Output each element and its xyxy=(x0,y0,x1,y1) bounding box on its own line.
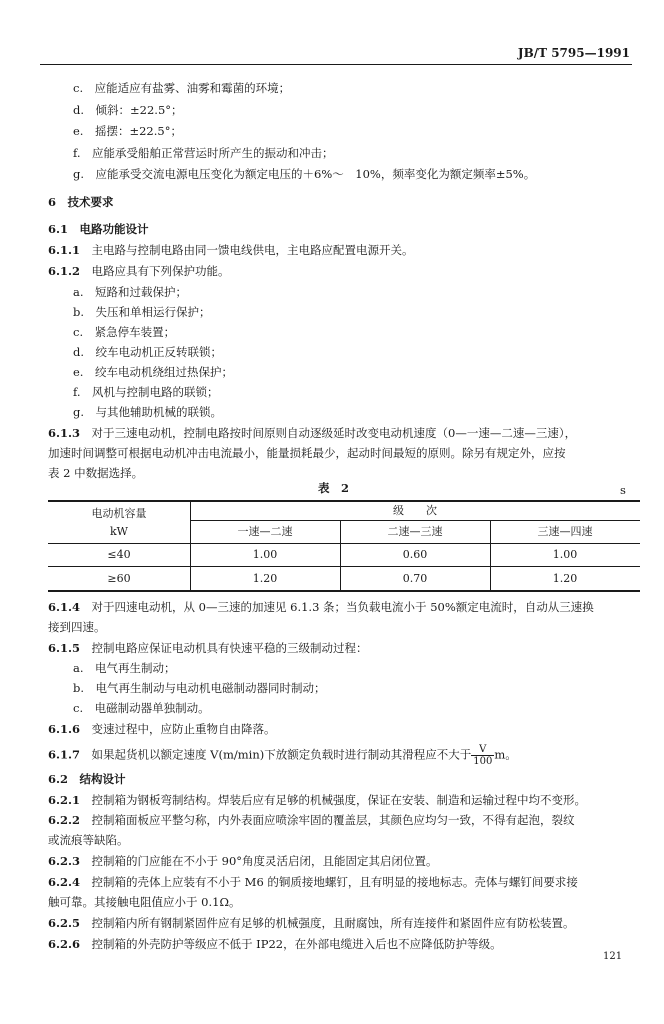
env-item-e: e. 摇摆：±22.5°； xyxy=(73,124,182,138)
clause-6-1-3-line3: 表 2 中数据选择。 xyxy=(48,466,144,480)
table-col-header-1: 一速—二速 xyxy=(237,525,293,538)
clause-6-2-1: 6.2.1 控制箱为钢板弯制结构。焊装后应有足够的机械强度，保证在安装、制造和运输过程中均不变形。 xyxy=(48,793,587,807)
protect-item-b: b. 失压和单相运行保护； xyxy=(73,305,211,319)
clause-6-2-4-line1: 6.2.4 控制箱的壳体上应装有不小于 M6 的铜质接地螺钉，且有明显的接地标志。壳体与螺钉间要求接 xyxy=(48,875,578,889)
env-item-f: f. 应能承受船舶正常营运时所产生的振动和冲击； xyxy=(73,146,334,160)
table-2-caption: 表 2 xyxy=(318,481,350,495)
clause-6-2-4-line2: 触可靠。其接触电阻值应小于 0.1Ω。 xyxy=(48,895,241,909)
clause-6-2-5: 6.2.5 控制箱内所有钢制紧固件应有足够的机械强度，且耐腐蚀，所有连接件和紧固件应有防松装置。 xyxy=(48,916,575,930)
clause-6-1-7: 6.1.7 如果起货机以额定速度 V(m/min)下放额定负载时进行制动其滑程应不大于 $\frac{V}{100}$ m。 xyxy=(48,744,517,767)
protect-item-c: c. 紧急停车装置； xyxy=(73,325,176,339)
clause-6-2-6: 6.2.6 控制箱的外壳防护等级应不低于 IP22，在外部电缆进入后也不应降低防护等级。 xyxy=(48,937,502,951)
clause-6-2-2-line1: 6.2.2 控制箱面板应平整匀称，内外表面应喷涂牢固的覆盖层，其颜色应均匀一致，不得有起泡，裂纹 xyxy=(48,813,575,827)
section-6-2-heading: 6.2 结构设计 xyxy=(48,772,126,786)
clause-6-1-3-line2: 加速时间调整可根据电动机冲击电流最小，能量损耗最少，起动时间最短的原则。除另有规定外，应按 xyxy=(48,446,566,460)
table-header-bottom-rule xyxy=(48,543,640,544)
table-row-2-val-2: 0.70 xyxy=(402,572,428,585)
clause-6-1-2: 6.1.2 电路应具有下列保护功能。 xyxy=(48,264,230,278)
clause-6-2-2-line2: 或流痕等缺陷。 xyxy=(48,833,129,847)
clause-6-2-3: 6.2.3 控制箱的门应能在不小于 90°角度灵活启闭，且能固定其启闭位置。 xyxy=(48,854,438,868)
protect-item-a: a. 短路和过载保护； xyxy=(73,285,188,299)
table-row-2-val-3: 1.20 xyxy=(552,572,578,585)
clause-6-1-6: 6.1.6 变速过程中，应防止重物自由降落。 xyxy=(48,722,276,736)
table-row-2-val-1: 1.20 xyxy=(252,572,278,585)
clause-6-1-4-line2: 接到四速。 xyxy=(48,620,106,634)
section-6-1-heading: 6.1 电路功能设计 xyxy=(48,222,149,236)
brake-item-c: c. 电磁制动器单独制动。 xyxy=(73,701,210,715)
env-item-g: g. 应能承受交流电源电压变化为额定电压的＋6%～ 10%，频率变化为额定频率±5%。 xyxy=(73,167,536,181)
table-header-kw: kW xyxy=(110,525,128,538)
protect-item-e: e. 绞车电动机绕组过热保护； xyxy=(73,365,233,379)
section-6-heading: 6 技术要求 xyxy=(48,195,114,209)
table-row-rule xyxy=(48,566,640,567)
header-rule xyxy=(40,64,632,65)
brake-item-b: b. 电气再生制动与电动机电磁制动器同时制动； xyxy=(73,681,326,695)
table-row-1-val-3: 1.00 xyxy=(552,548,578,561)
table-top-border xyxy=(48,500,640,502)
brake-item-a: a. 电气再生制动； xyxy=(73,661,176,675)
protect-item-g: g. 与其他辅助机械的联锁。 xyxy=(73,405,223,419)
clause-6-1-1: 6.1.1 主电路与控制电路由同一馈电线供电，主电路应配置电源开关。 xyxy=(48,243,414,257)
protect-item-d: d. 绞车电动机正反转联锁； xyxy=(73,345,223,359)
page-number: 121 xyxy=(603,951,623,962)
table-2-unit: s xyxy=(620,483,626,497)
table-bottom-border xyxy=(48,590,640,592)
protect-item-f: f. 风机与控制电路的联锁； xyxy=(73,385,219,399)
clause-6-1-4-line1: 6.1.4 对于四速电动机，从 0—三速的加速见 6.1.3 条；当负载电流小于 50%额定电流时，自动从三速换 xyxy=(48,600,594,614)
table-row-1-val-1: 1.00 xyxy=(252,548,278,561)
table-row-2-capacity: ≥60 xyxy=(107,572,131,585)
table-row-1-val-2: 0.60 xyxy=(402,548,428,561)
table-header-level: 级 次 xyxy=(393,504,437,517)
table-header-subrule xyxy=(190,520,640,521)
env-item-d: d. 倾斜：±22.5°； xyxy=(73,103,183,117)
table-row-1-capacity: ≤40 xyxy=(107,548,131,561)
sliding-distance-fraction: $\frac{V}{100}$ xyxy=(473,744,493,767)
clause-6-1-3-line1: 6.1.3 对于三速电动机，控制电路按时间原则自动逐级延时改变电动机速度（0—一速—二速—三速）， xyxy=(48,426,577,440)
standard-code-header: JB/T 5795—1991 xyxy=(517,46,630,60)
clause-6-1-5: 6.1.5 控制电路应保证电动机具有快速平稳的三级制动过程： xyxy=(48,641,368,655)
table-header-motor-capacity: 电动机容量 xyxy=(91,507,147,520)
table-col-header-2: 二速—三速 xyxy=(387,525,443,538)
env-item-c: c. 应能适应有盐雾、油雾和霉菌的环境； xyxy=(73,81,291,95)
table-col-header-3: 三速—四速 xyxy=(537,525,593,538)
